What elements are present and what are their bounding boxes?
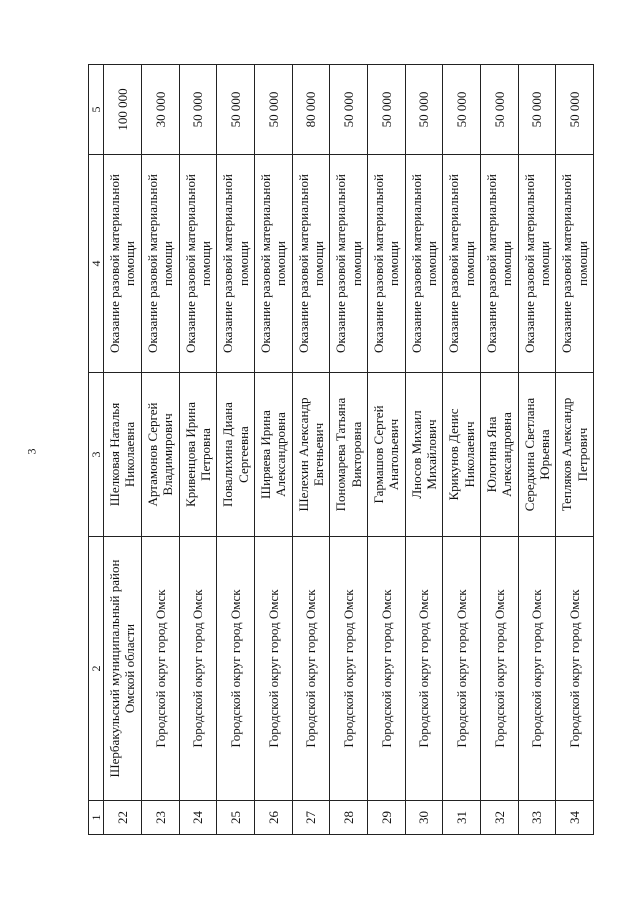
column-header: 1 (89, 801, 104, 835)
district-cell: Городской округ город Омск (330, 537, 368, 801)
table-row (179, 65, 217, 835)
recipient-name-cell: Тепляков Александр Петрович (556, 373, 594, 537)
table-row (518, 65, 556, 835)
district-cell: Городской округ город Омск (556, 537, 594, 801)
table-row (330, 65, 368, 835)
column-header: 4 (89, 155, 104, 373)
table-row (254, 65, 292, 835)
amount-cell: 80 000 (292, 65, 330, 155)
recipient-name-cell: Кривенцова Ирина Петровна (179, 373, 217, 537)
aid-table (88, 64, 594, 835)
table-row (141, 65, 179, 835)
purpose-cell: Оказание разовой материальной помощи (217, 155, 255, 373)
row-number-cell: 27 (292, 801, 330, 835)
recipient-name-cell: Шелехин Александр Евгеньевич (292, 373, 330, 537)
district-cell: Шербакульский муниципальный район Омской области (104, 537, 142, 801)
table-row (480, 65, 518, 835)
district-cell: Городской округ город Омск (480, 537, 518, 801)
district-cell: Городской округ город Омск (254, 537, 292, 801)
district-cell: Городской округ город Омск (405, 537, 443, 801)
amount-cell: 30 000 (141, 65, 179, 155)
amount-cell: 50 000 (254, 65, 292, 155)
amount-cell: 50 000 (556, 65, 594, 155)
table-row (367, 65, 405, 835)
recipient-name-cell: Середкина Светлана Юрьевна (518, 373, 556, 537)
purpose-cell: Оказание разовой материальной помощи (518, 155, 556, 373)
amount-cell: 50 000 (367, 65, 405, 155)
table-row (556, 65, 594, 835)
amount-cell: 50 000 (405, 65, 443, 155)
column-number-row (89, 65, 104, 835)
column-header: 3 (89, 373, 104, 537)
table-row (217, 65, 255, 835)
purpose-cell: Оказание разовой материальной помощи (556, 155, 594, 373)
row-number-cell: 31 (443, 801, 481, 835)
purpose-cell: Оказание разовой материальной помощи (367, 155, 405, 373)
purpose-cell: Оказание разовой материальной помощи (480, 155, 518, 373)
district-cell: Городской округ город Омск (292, 537, 330, 801)
purpose-cell: Оказание разовой материальной помощи (179, 155, 217, 373)
rotated-table-wrapper (88, 65, 594, 835)
recipient-name-cell: Лносов Михаил Михайлович (405, 373, 443, 537)
row-number-cell: 28 (330, 801, 368, 835)
row-number-cell: 26 (254, 801, 292, 835)
recipient-name-cell: Ширяева Ирина Александровна (254, 373, 292, 537)
column-header: 5 (89, 65, 104, 155)
purpose-cell: Оказание разовой материальной помощи (405, 155, 443, 373)
purpose-cell: Оказание разовой материальной помощи (254, 155, 292, 373)
purpose-cell: Оказание разовой материальной помощи (330, 155, 368, 373)
purpose-cell: Оказание разовой материальной помощи (104, 155, 142, 373)
district-cell: Городской округ город Омск (367, 537, 405, 801)
recipient-name-cell: Пономарева Татьяна Викторовна (330, 373, 368, 537)
recipient-name-cell: Юлогина Яна Александровна (480, 373, 518, 537)
recipient-name-cell: Артамонов Сергей Владимирович (141, 373, 179, 537)
amount-cell: 100 000 (104, 65, 142, 155)
district-cell: Городской округ город Омск (179, 537, 217, 801)
recipient-name-cell: Шелковая Наталья Николаевна (104, 373, 142, 537)
purpose-cell: Оказание разовой материальной помощи (443, 155, 481, 373)
recipient-name-cell: Гармашов Сергей Анатольевич (367, 373, 405, 537)
table-row (104, 65, 142, 835)
amount-cell: 50 000 (179, 65, 217, 155)
row-number-cell: 29 (367, 801, 405, 835)
recipient-name-cell: Крикунов Денис Николаевич (443, 373, 481, 537)
amount-cell: 50 000 (330, 65, 368, 155)
district-cell: Городской округ город Омск (217, 537, 255, 801)
amount-cell: 50 000 (217, 65, 255, 155)
table-row (405, 65, 443, 835)
recipient-name-cell: Повалихина Диана Сергеевна (217, 373, 255, 537)
district-cell: Городской округ город Омск (518, 537, 556, 801)
district-cell: Городской округ город Омск (443, 537, 481, 801)
amount-cell: 50 000 (443, 65, 481, 155)
table-row (292, 65, 330, 835)
row-number-cell: 23 (141, 801, 179, 835)
purpose-cell: Оказание разовой материальной помощи (292, 155, 330, 373)
table-row (443, 65, 481, 835)
row-number-cell: 22 (104, 801, 142, 835)
row-number-cell: 32 (480, 801, 518, 835)
purpose-cell: Оказание разовой материальной помощи (141, 155, 179, 373)
amount-cell: 50 000 (480, 65, 518, 155)
district-cell: Городской округ город Омск (141, 537, 179, 801)
page-number: 3 (24, 448, 39, 455)
row-number-cell: 30 (405, 801, 443, 835)
row-number-cell: 33 (518, 801, 556, 835)
row-number-cell: 25 (217, 801, 255, 835)
column-header: 2 (89, 537, 104, 801)
row-number-cell: 24 (179, 801, 217, 835)
amount-cell: 50 000 (518, 65, 556, 155)
row-number-cell: 34 (556, 801, 594, 835)
